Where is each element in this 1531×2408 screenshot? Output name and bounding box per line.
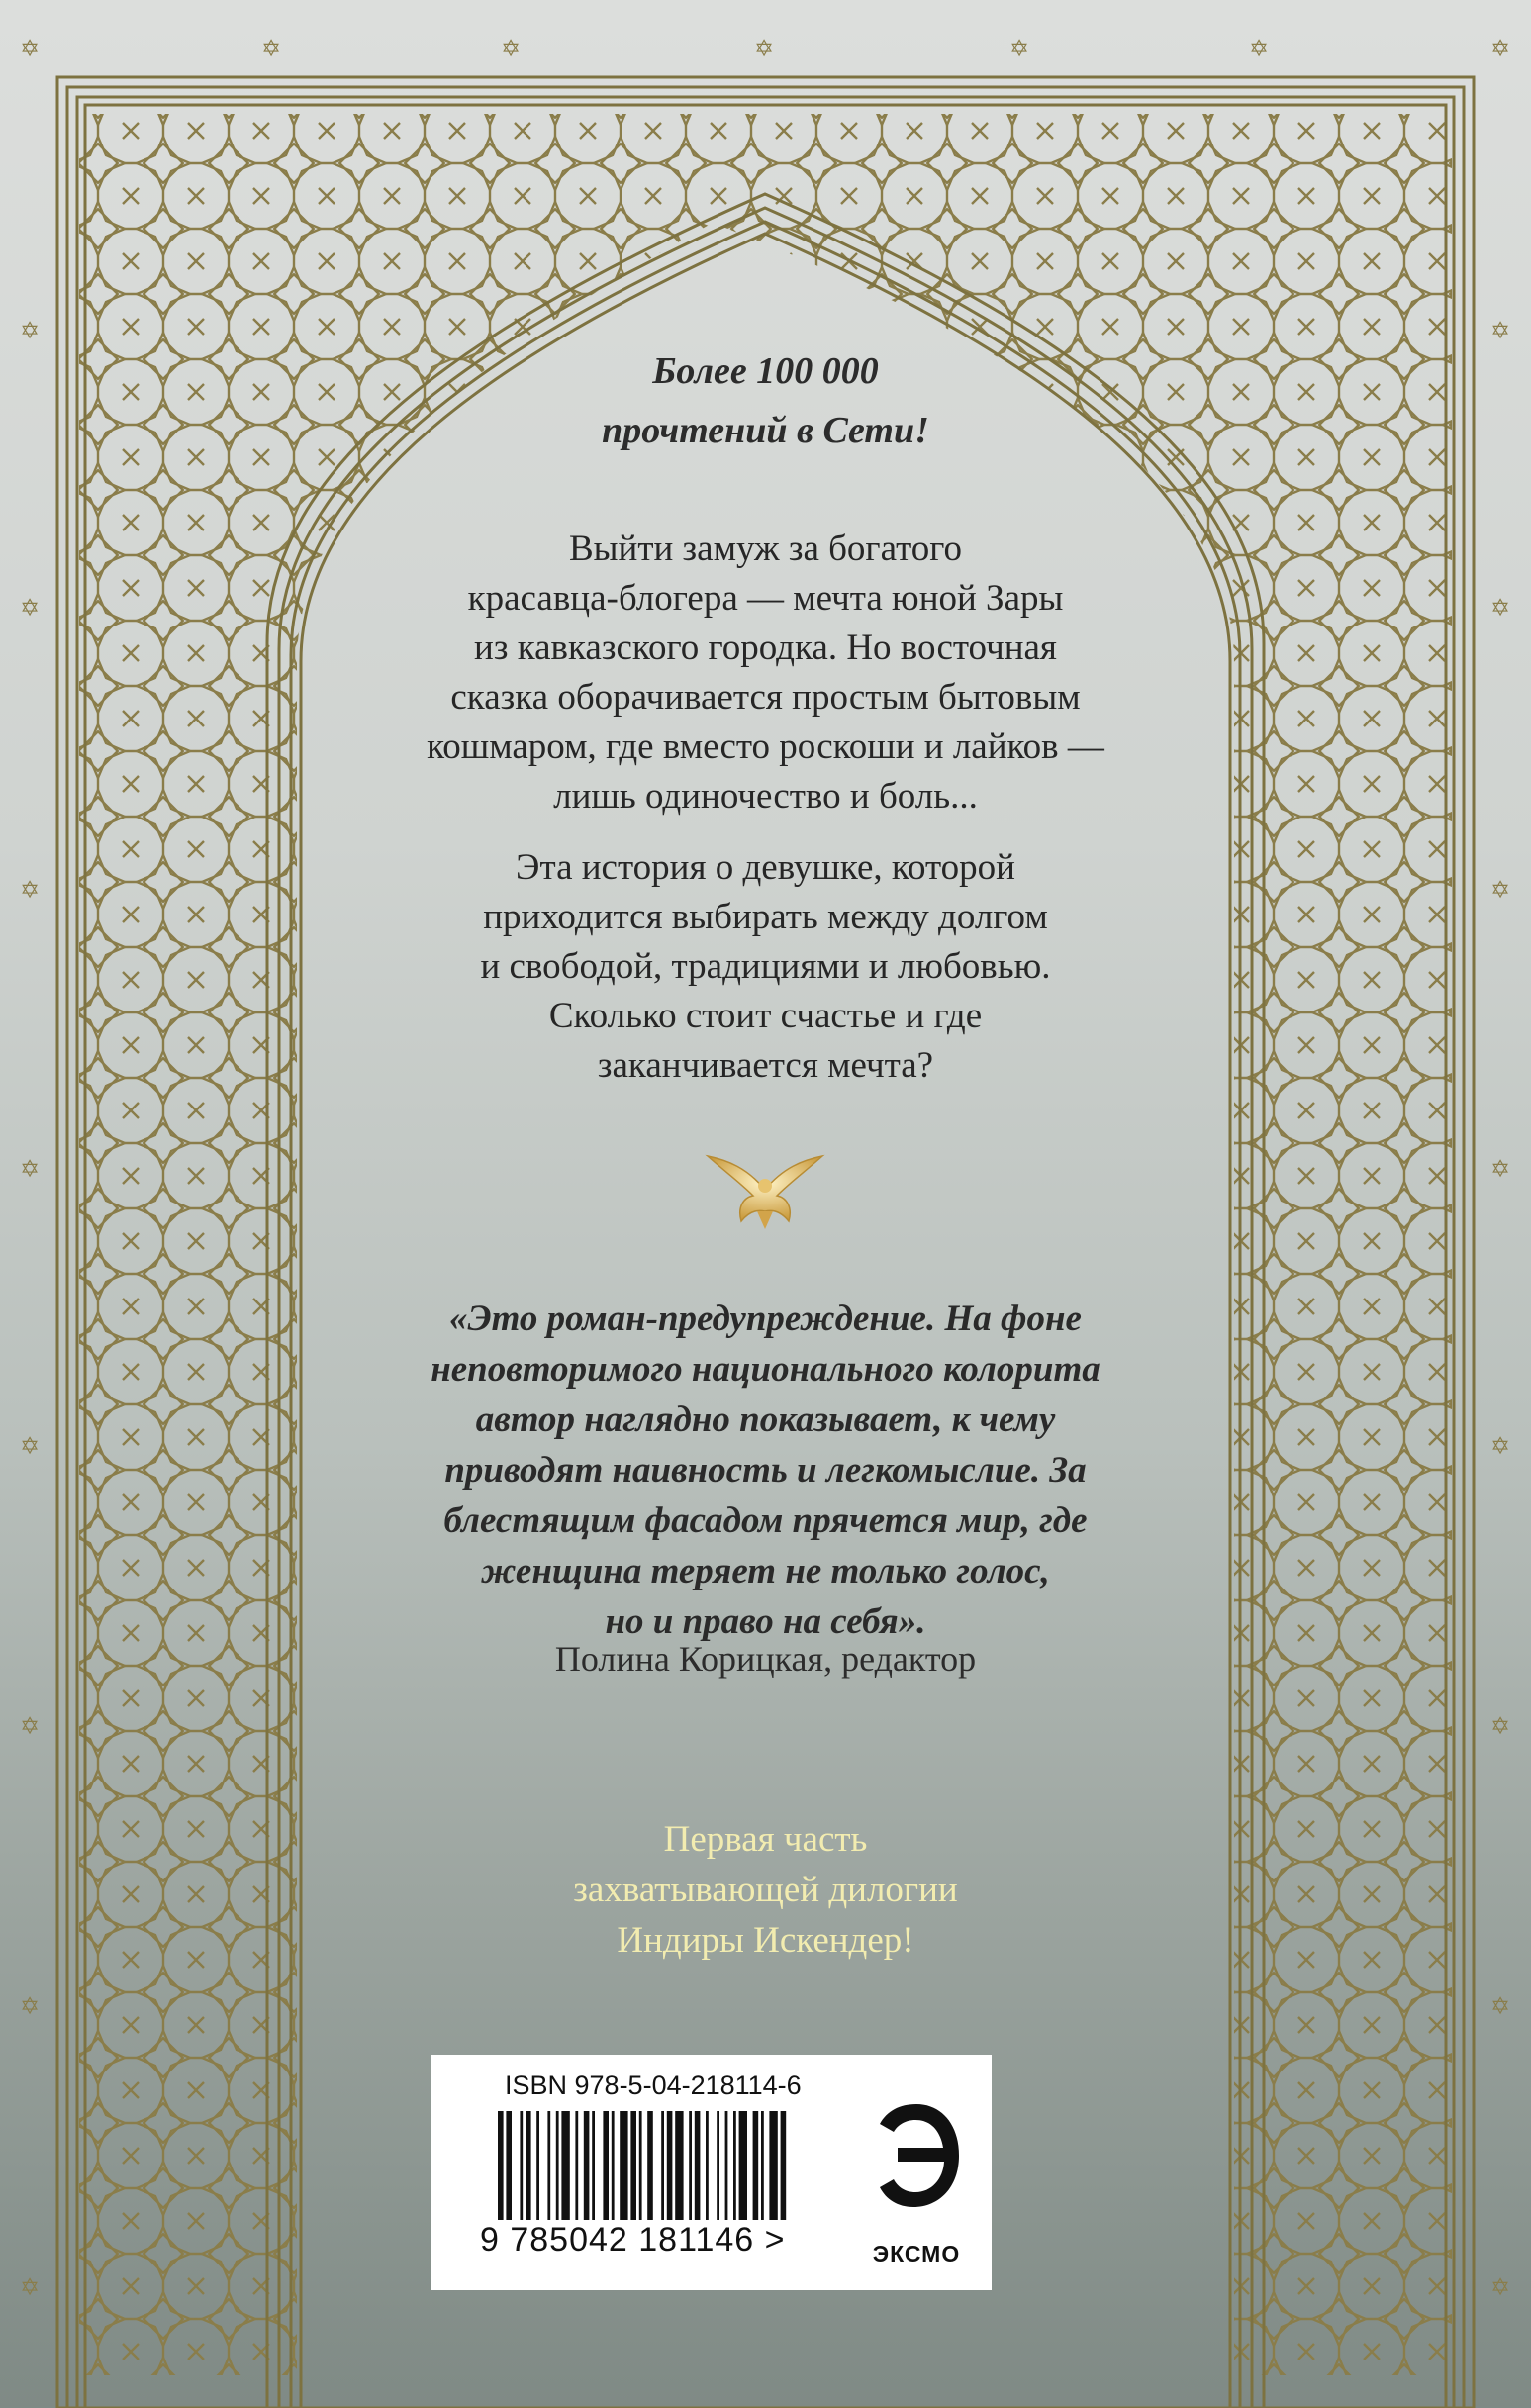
barcode-bar xyxy=(506,2111,512,2220)
synopsis-paragraph-2 xyxy=(0,843,1531,1091)
svg-text:✡: ✡ xyxy=(1489,1432,1511,1460)
synopsis-line: кошмаром, где вместо роскоши и лайков — xyxy=(427,726,1104,767)
barcode-bar xyxy=(725,2111,728,2220)
barcode-bar xyxy=(584,2111,590,2220)
svg-text:✡: ✡ xyxy=(19,2273,41,2301)
barcode-bar xyxy=(675,2111,683,2220)
svg-text:✡: ✡ xyxy=(1248,35,1270,62)
closing-line: захватывающей дилогии xyxy=(573,1870,958,1910)
synopsis-line: красавца-блогера — мечта юной Зары xyxy=(467,578,1064,619)
svg-text:✡: ✡ xyxy=(500,35,522,62)
publisher-name: ЭКСМО xyxy=(872,2241,961,2266)
tagline-line: Более 100 000 xyxy=(652,350,879,392)
svg-text:✡: ✡ xyxy=(19,876,41,904)
svg-text:✡: ✡ xyxy=(260,35,282,62)
barcode-bar xyxy=(520,2111,523,2220)
synopsis-line: приходится выбирать между долгом xyxy=(483,897,1048,937)
barcode-bar xyxy=(661,2111,664,2220)
barcode-bar xyxy=(620,2111,627,2220)
quote-line: автор наглядно показывает, к чему xyxy=(475,1399,1056,1440)
series-announcement xyxy=(0,1814,1531,1966)
barcode-bar xyxy=(612,2111,615,2220)
quote-line: но и право на себя». xyxy=(605,1601,926,1642)
svg-text:✡: ✡ xyxy=(1489,2273,1511,2301)
barcode-bar xyxy=(603,2111,609,2220)
barcode-bar xyxy=(781,2111,787,2220)
svg-text:✡: ✡ xyxy=(19,594,41,622)
barcode-bar xyxy=(753,2111,759,2220)
quote-line: «Это роман-предупреждение. На фоне xyxy=(449,1299,1082,1339)
closing-line: Индиры Искендер! xyxy=(617,1920,914,1961)
quote-line: блестящим фасадом прячется мир, где xyxy=(443,1500,1088,1541)
synopsis-line: лишь одиночество и боль... xyxy=(553,776,978,817)
svg-text:✡: ✡ xyxy=(1008,35,1030,62)
svg-text:✡: ✡ xyxy=(1489,317,1511,344)
barcode-bar xyxy=(733,2111,736,2220)
synopsis-line: заканчивается мечта? xyxy=(597,1045,934,1086)
barcode-bar xyxy=(561,2111,569,2220)
svg-text:✡: ✡ xyxy=(19,1992,41,2020)
barcode-bar xyxy=(761,2111,764,2220)
barcode-bar xyxy=(526,2111,531,2220)
barcode-bar xyxy=(592,2111,595,2220)
synopsis-line: Эта история о девушке, которой xyxy=(516,847,1015,888)
quote-line: приводят наивность и легкомыслие. За xyxy=(444,1450,1087,1491)
barcode-bar xyxy=(689,2111,692,2220)
svg-text:✡: ✡ xyxy=(1489,1155,1511,1183)
barcode-bar xyxy=(769,2111,777,2220)
synopsis-line: Выйти замуж за богатого xyxy=(568,529,963,569)
svg-text:✡: ✡ xyxy=(1489,35,1511,62)
svg-text:✡: ✡ xyxy=(1489,594,1511,622)
readership-tagline xyxy=(0,341,1531,460)
synopsis-line: и свободой, традициями и любовью. xyxy=(480,946,1051,987)
barcode-bars xyxy=(498,2111,844,2225)
barcode-bar xyxy=(556,2111,559,2220)
barcode-bar xyxy=(547,2111,550,2220)
barcode-bar xyxy=(667,2111,673,2220)
barcode-bar xyxy=(639,2111,642,2220)
svg-text:✡: ✡ xyxy=(19,1432,41,1460)
barcode-bar xyxy=(647,2111,653,2220)
svg-text:✡: ✡ xyxy=(1489,876,1511,904)
barcode-bar xyxy=(498,2111,504,2220)
barcode-bar xyxy=(739,2111,747,2220)
barcode-bar xyxy=(706,2111,709,2220)
barcode-bar xyxy=(717,2111,719,2220)
svg-text:✡: ✡ xyxy=(1489,1992,1511,2020)
synopsis-line: из кавказского городка. Но восточная xyxy=(474,627,1057,668)
quote-line: женщина теряет не только голос, xyxy=(481,1551,1050,1591)
tagline-line: прочтений в Сети! xyxy=(602,410,929,451)
svg-text:✡: ✡ xyxy=(19,1155,41,1183)
barcode-bar xyxy=(630,2111,636,2220)
barcode-digits: 9 785042 181146 > xyxy=(480,2221,786,2259)
quote-line: неповторимого национального колорита xyxy=(431,1349,1100,1390)
barcode-bar xyxy=(575,2111,578,2220)
barcode-panel xyxy=(431,2055,992,2290)
closing-line: Первая часть xyxy=(663,1819,868,1860)
synopsis-line: сказка оборачивается простым бытовым xyxy=(450,677,1081,718)
editor-quote xyxy=(0,1294,1531,1647)
bird-icon xyxy=(708,1156,822,1229)
synopsis-line: Сколько стоит счастье и где xyxy=(548,996,983,1036)
barcode-bar xyxy=(695,2111,701,2220)
svg-text:✡: ✡ xyxy=(19,317,41,344)
synopsis-paragraph-1 xyxy=(0,525,1531,821)
isbn-number: ISBN 978-5-04-218114-6 xyxy=(505,2071,802,2100)
barcode-bar xyxy=(536,2111,539,2220)
svg-text:✡: ✡ xyxy=(753,35,775,62)
svg-text:✡: ✡ xyxy=(19,1712,41,1740)
svg-text:✡: ✡ xyxy=(1489,1712,1511,1740)
svg-text:✡: ✡ xyxy=(19,35,41,62)
eksmo-logo-icon xyxy=(862,2094,971,2253)
quote-attribution: Полина Корицкая, редактор xyxy=(554,1639,977,1679)
